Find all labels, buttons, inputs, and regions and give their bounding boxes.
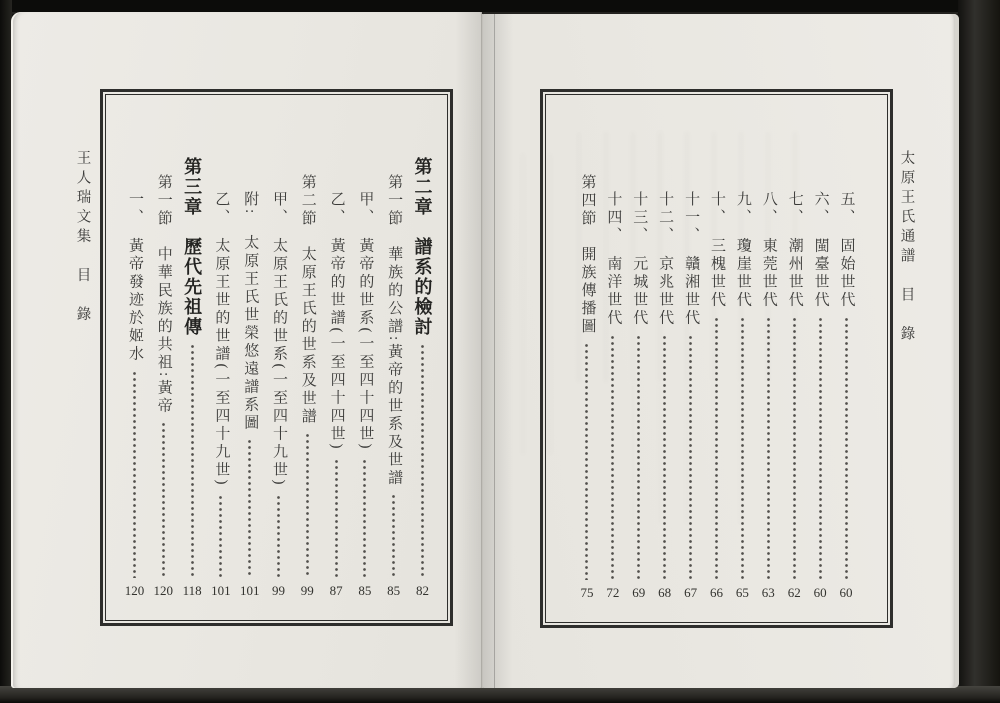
toc-entry bbox=[833, 157, 859, 600]
toc-entry-label: 第一節 華族的公譜:黃帝的世系及世譜 bbox=[386, 174, 403, 488]
toc-entry-label: 十四、 南洋世代 bbox=[605, 191, 622, 328]
toc-entry bbox=[652, 157, 678, 600]
toc-page-number: 67 bbox=[684, 585, 698, 600]
toc-page-number: 60 bbox=[813, 585, 827, 600]
toc-entry bbox=[179, 157, 206, 598]
toc-entry bbox=[380, 157, 407, 598]
toc-page-number: 120 bbox=[124, 583, 145, 598]
toc-entry bbox=[704, 157, 730, 600]
toc-entry-label: 甲、 黃帝的世系(一至四十四世) bbox=[357, 191, 374, 452]
toc-entry-label: 十、 三槐世代 bbox=[708, 191, 725, 310]
toc-entry-label: 六、 閩臺世代 bbox=[812, 191, 829, 310]
toc-entry-label: 第二章 譜系的檢討 bbox=[412, 157, 433, 337]
dotted-leader bbox=[845, 317, 848, 581]
dotted-leader bbox=[191, 344, 194, 578]
toc-entry bbox=[626, 157, 652, 600]
toc-entry bbox=[755, 157, 781, 600]
toc-page-number: 101 bbox=[211, 583, 231, 598]
dotted-leader bbox=[637, 335, 640, 581]
dotted-leader bbox=[363, 459, 366, 579]
right-page bbox=[482, 14, 959, 688]
left-page-spine-title: 王人瑞文集 目 錄 bbox=[74, 150, 91, 326]
toc-entry bbox=[323, 157, 350, 598]
toc-entry bbox=[351, 157, 378, 598]
toc-entry-label: 七、 潮州世代 bbox=[786, 191, 803, 310]
toc-page-number: 68 bbox=[658, 585, 672, 600]
toc-entry-label: 第四節 開族傳播圖 bbox=[579, 174, 596, 336]
toc-page-number: 60 bbox=[839, 585, 853, 600]
dotted-leader bbox=[421, 344, 424, 578]
toc-entry bbox=[294, 157, 321, 598]
toc-entry bbox=[150, 157, 177, 598]
toc-entry-label: 一、 黃帝發迹於姬水 bbox=[127, 191, 143, 364]
toc-entry bbox=[409, 157, 436, 598]
dotted-leader bbox=[392, 494, 395, 578]
toc-entry-label: 八、 東莞世代 bbox=[760, 191, 777, 310]
toc-entry-label: 乙、 太原王世的世譜(一至四十九世) bbox=[213, 191, 230, 488]
right-page-toc bbox=[574, 157, 859, 600]
toc-entry bbox=[807, 157, 833, 600]
dotted-leader bbox=[741, 317, 744, 581]
toc-entry bbox=[600, 157, 626, 600]
toc-page-number: 120 bbox=[153, 583, 174, 598]
toc-entry-label: 十一、 贛湘世代 bbox=[683, 191, 700, 328]
dotted-leader bbox=[306, 433, 309, 578]
toc-entry bbox=[781, 157, 807, 600]
toc-page-number: 69 bbox=[632, 585, 646, 600]
right-page-spine-title: 太原王氏通譜 目 錄 bbox=[898, 150, 915, 345]
toc-entry bbox=[574, 157, 600, 600]
left-page-border-frame bbox=[100, 89, 453, 626]
dotted-leader bbox=[793, 317, 796, 581]
toc-entry bbox=[729, 157, 755, 600]
book-cover-right-edge bbox=[958, 0, 1000, 703]
right-page-inner-frame bbox=[545, 94, 888, 623]
toc-page-number: 118 bbox=[182, 583, 202, 598]
dotted-leader bbox=[611, 335, 614, 581]
toc-entry-label: 乙、 黃帝的世譜(一至四十四世) bbox=[328, 191, 345, 452]
dotted-leader bbox=[162, 422, 165, 578]
toc-entry bbox=[265, 157, 292, 598]
toc-page-number: 82 bbox=[415, 583, 429, 598]
toc-entry bbox=[678, 157, 704, 600]
dotted-leader bbox=[819, 317, 822, 581]
toc-page-number: 63 bbox=[761, 585, 775, 600]
dotted-leader bbox=[585, 343, 588, 580]
toc-entry-label: 第三章 歷代先祖傳 bbox=[182, 157, 203, 337]
toc-entry-label: 第一節 中華民族的共祖:黃帝 bbox=[155, 174, 172, 416]
dotted-leader bbox=[715, 317, 718, 581]
left-page bbox=[11, 12, 482, 688]
toc-entry-label: 五、 固始世代 bbox=[838, 191, 855, 310]
toc-page-number: 101 bbox=[239, 583, 260, 598]
toc-entry-label: 第二節 太原王氏的世系及世譜 bbox=[299, 174, 316, 426]
dotted-leader bbox=[248, 439, 251, 578]
toc-page-number: 72 bbox=[606, 585, 620, 600]
right-page-border-frame bbox=[540, 89, 893, 628]
toc-entry-label: 九、 瓊崖世代 bbox=[734, 191, 751, 310]
toc-page-number: 85 bbox=[387, 583, 401, 598]
left-page-inner-frame bbox=[105, 94, 448, 621]
left-page-toc bbox=[121, 157, 436, 598]
toc-page-number: 66 bbox=[709, 585, 723, 600]
dotted-leader bbox=[219, 495, 222, 579]
dotted-leader bbox=[663, 335, 666, 581]
toc-entry-label: 甲、 太原王氏的世系(一至四十九世) bbox=[270, 191, 287, 488]
dotted-leader bbox=[133, 371, 136, 579]
toc-page-number: 65 bbox=[735, 585, 749, 600]
toc-page-number: 99 bbox=[271, 583, 285, 598]
toc-entry bbox=[207, 157, 234, 598]
toc-entry-label: 十三、 元城世代 bbox=[631, 191, 648, 328]
toc-page-number: 75 bbox=[580, 585, 594, 600]
dotted-leader bbox=[335, 459, 338, 579]
toc-entry-label: 十二、 京兆世代 bbox=[657, 191, 674, 328]
dotted-leader bbox=[767, 317, 770, 581]
toc-page-number: 99 bbox=[300, 583, 314, 598]
toc-page-number: 62 bbox=[787, 585, 801, 600]
toc-entry bbox=[121, 157, 148, 598]
toc-page-number: 87 bbox=[329, 583, 343, 598]
book-cover-bottom-edge bbox=[0, 686, 1000, 703]
gutter-page-edge-line bbox=[494, 14, 495, 688]
toc-page-number: 85 bbox=[358, 583, 372, 598]
toc-entry bbox=[236, 157, 263, 598]
dotted-leader bbox=[689, 335, 692, 581]
toc-entry-label: 附: 太原王氏世榮悠遠譜系圖 bbox=[242, 191, 259, 433]
dotted-leader bbox=[277, 495, 280, 579]
